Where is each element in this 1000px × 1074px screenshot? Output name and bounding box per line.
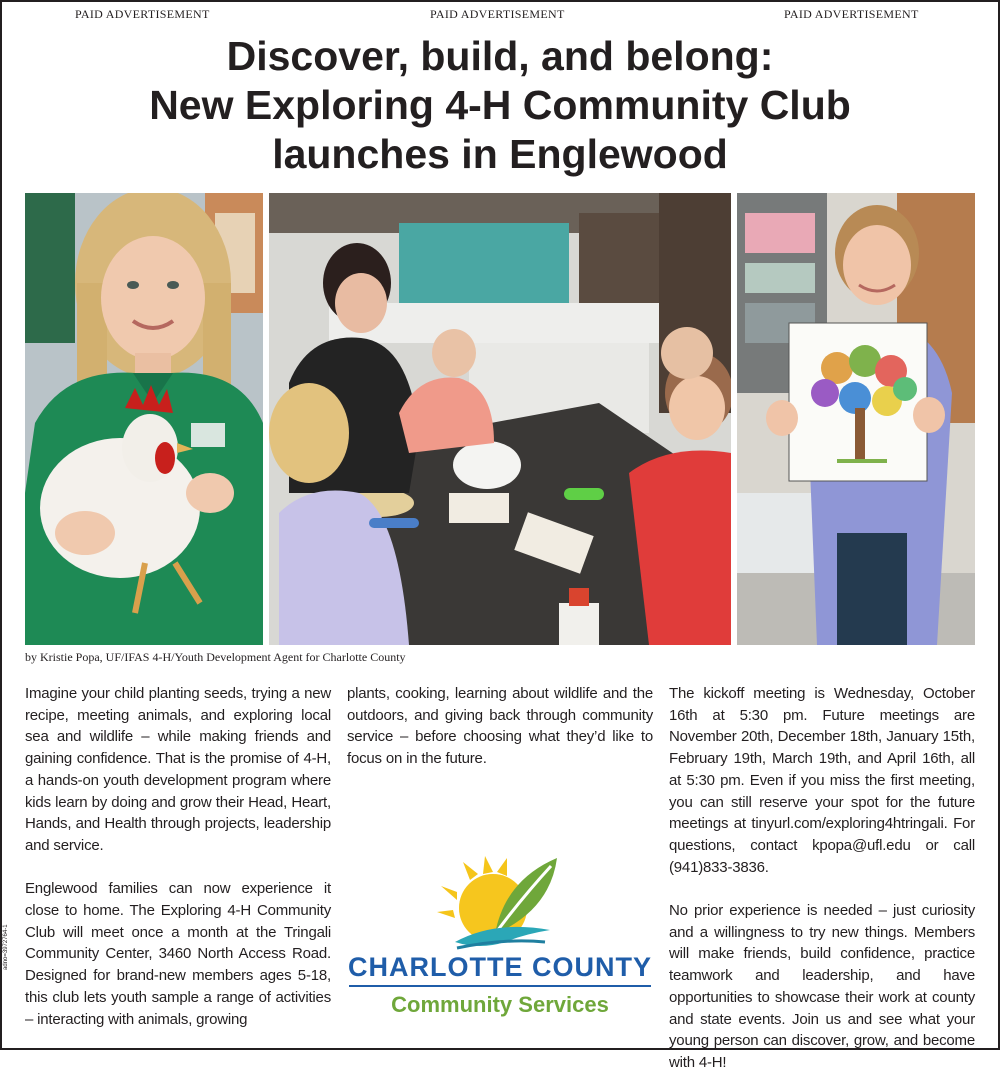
logo-title: CHARLOTTE COUNTY — [348, 952, 652, 982]
byline: by Kristie Popa, UF/IFAS 4-H/Youth Development Agent for Charlotte County — [25, 650, 406, 664]
headline-line-1: Discover, build, and belong: — [226, 33, 774, 79]
photo-girl-with-tree-drawing — [737, 193, 975, 645]
body-column-3 — [669, 683, 975, 1074]
headline-line-3: launches in Englewood — [272, 131, 728, 177]
charlotte-county-logo — [345, 850, 655, 1030]
paid-ad-label-left: PAID ADVERTISEMENT — [75, 7, 210, 21]
photo-girl-with-rooster — [25, 193, 263, 645]
headline-line-2: New Exploring 4-H Community Club — [149, 82, 851, 128]
body-paragraph: Englewood families can now experience it close to home. The Exploring 4-H Community Club will meet once a month at the Tringali Community Center, 3460 North Access Road. Designed for brand-new members ages 5-18, this club lets youth sample a range of activities – interacting with animals, growing — [25, 880, 331, 1028]
headline — [20, 32, 980, 179]
body-paragraph: The kickoff meeting is Wednesday, October 16th at 5:30 pm. Future meetings are November 20th, December 18th, January 15th, February 19th, March 19th, and April 16th, all at 5:30 pm. Even if you miss the first meeting, you can still reserve your spot for the future meetings at tinyurl.com/exploring4htringali. For questions, contact kpopa@ufl.edu or call (941)833-3836. — [669, 685, 975, 876]
body-paragraph: plants, cooking, learning about wildlife and the outdoors, and giving back through community service – before choosing what they’d like to focus on in the future. — [347, 685, 653, 768]
photo-kids-baking — [269, 193, 731, 645]
body-column-1 — [25, 683, 331, 1030]
body-paragraph: Imagine your child planting seeds, trying a new recipe, meeting animals, and exploring local sea and wildlife – while making friends and gaining confidence. That is the promise of 4-H, a hands-on youth development program where kids learn by doing and grow their Head, Heart, Hands, and Health through projects, leadership and service. — [25, 685, 331, 854]
ad-number: adno=3972764-1 — [3, 924, 9, 970]
body-paragraph: No prior experience is needed – just curiosity and a willingness to try new things. Members will make friends, build confidence, practice teamwork and leadership, and have opportunities to showcase their work at county and state events. Join us and see what your young person can discover, grow, and become with 4-H! — [669, 902, 975, 1071]
logo-divider — [349, 985, 651, 987]
logo-subtitle: Community Services — [391, 992, 609, 1017]
body-column-2 — [347, 683, 653, 770]
paid-ad-label-right: PAID ADVERTISEMENT — [784, 7, 919, 21]
sun-leaf-wave-icon — [345, 850, 655, 955]
paid-ad-label-center: PAID ADVERTISEMENT — [430, 7, 565, 21]
